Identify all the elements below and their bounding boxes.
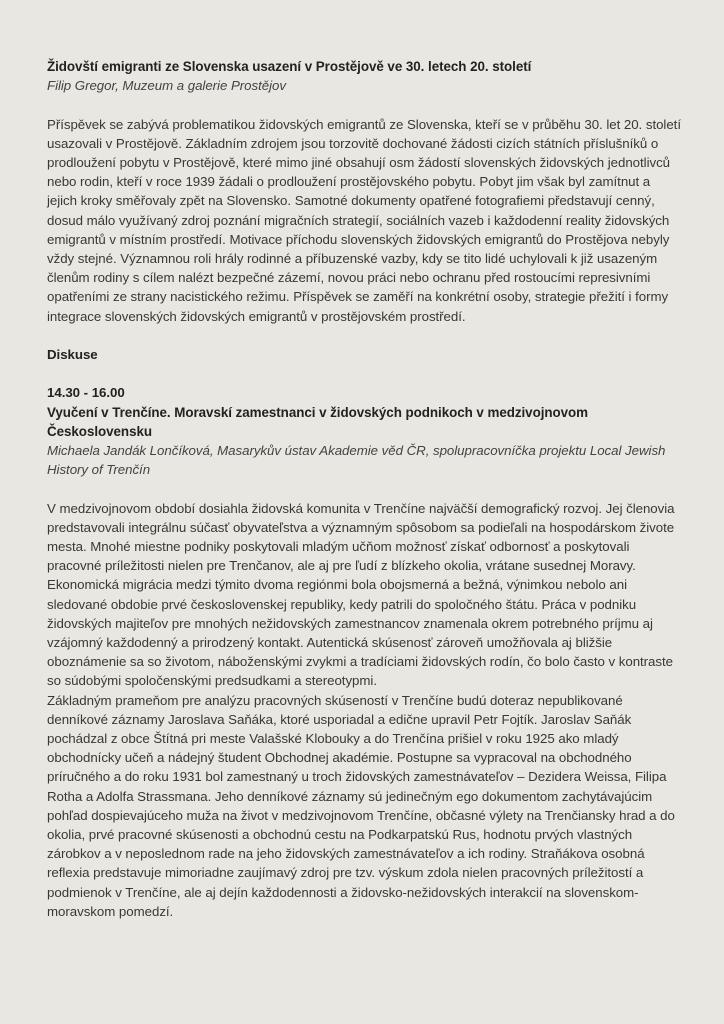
- page-content: [47, 57, 681, 921]
- session-2-title: Vyučení v Trenčíne. Moravskí zamestnanci v židovských podnikoch v medzivojnovom Československu: [47, 404, 589, 439]
- session-2-abstract: [47, 499, 681, 921]
- abstract-paragraph: V medzivojnovom období dosiahla židovská komunita v Trenčíne najväčší demografický rozvoj. Jej členovia predstavovali integrálnu súčasť obyvateľstva a významným spôsobom sa podieľali na hospodárskom živote mesta. Mnohé miestne podniky poskytovali mladým učňom možnosť získať odbornosť a poskytovali pracovné príležitosti nielen pre Trenčanov, ale aj pre ľudí z blízkeho okolia, vrátane susednej Moravy. Ekonomická migrácia medzi týmito dvoma regiónmi bola obojsmerná a bežná, výnimkou nebolo ani sledované obdobie prvé československej republiky, kedy patrili do spoločného štátu. Práca v podniku židovských majiteľov pre mnohých nežidovských zamestnancov znamenala okrem potrebného príjmu aj vzájomný každodenný a prirodzený kontakt. Autentická skúsenosť zároveň umožňovala aj bližšie oboznámenie sa so životom, náboženskými zvykmi a tradíciami židovských rodín, čo bolo často v kontraste so súdobými spoločenskými predsudkami a stereotypmi.: [47, 500, 675, 689]
- discussion-label: Diskuse: [47, 347, 98, 363]
- session-2-author: Michaela Jandák Lončíková, Masarykův ústav Akademie věd ČR, spolupracovníčka projektu Local Jewish History of Trenčín: [47, 443, 666, 478]
- abstract-paragraph: Základným prameňom pre analýzu pracovných skúseností v Trenčíne budú doteraz nepublikované denníkové záznamy Jaroslava Saňáka, ktoré usporiadal a edične upravil Petr Fojtík. Jaroslav Saňák pochádzal z obce Štítná pri meste Valašské Klobouky a do Trenčína prišiel v roku 1925 ako mladý obchodnícky učeň a nádejný študent Obchodnej akadémie. Postupne sa vypracoval na obchodného príručného a do roku 1931 bol zamestnaný u troch židovských zamestnávateľov – Dezidera Weissa, Filipa Rotha a Adolfa Strassmana. Jeho denníkové záznamy sú jedinečným ego dokumentom zachytávajúcim pohľad dospievajúceho muža na život v medzivojnovom Trenčíne, občasné výlety na Trenčiansky hrad a do okolia, prvé pracovné skúsenosti a obchodnú cestu na Podkarpatskú Rus, hodnotu prvých vlastných zárobkov a v neposlednom rade na jeho židovských zamestnávateľov a ich rodiny. Straňákova osobná reflexia predstavuje mimoriadne zaujímavý zdroj pre tzv. výskum zdola nielen pracovných príležitostí a podmienok v Trenčíne, ale aj dejín každodennosti a židovsko-nežidovských interakcií na slovenskom-moravskom pomedzí.: [47, 692, 675, 919]
- session-2-time: 14.30 - 16.00: [47, 385, 125, 401]
- session-2: [47, 383, 681, 921]
- session-1-abstract: [47, 115, 681, 326]
- session-1: [47, 57, 681, 326]
- abstract-paragraph: Příspěvek se zabývá problematikou židovských emigrantů ze Slovenska, kteří se v průběhu 30. let 20. století usazovali v Prostějově. Základním zdrojem jsou torzovitě dochované žádosti cizích státních příslušníků o prodloužení pobytu v Prostějově, které mimo jiné obsahují osm žádostí slovenských židovských jednotlivců nebo rodin, kteří v roce 1939 žádali o prodloužení prostějovského pobytu. Pobyt jim však byl zamítnut a jejich kroky směřovaly zpět na Slovensko. Samotné dokumenty opatřené fotografiemi představují cenný, dosud málo využívaný zdroj poznání migračních strategií, sociálních vazeb i každodenní reality židovských emigrantů v místním prostředí. Motivace příchodu slovenských židovských emigrantů do Prostějova nebyly vždy stejné. Významnou roli hrály rodinné a příbuzenské vazby, kdy se tito lidé uchylovali k již usazeným členům rodiny s cílem nalézt bezpečné zázemí, novou práci nebo ochranu před rostoucími represivními opatřeními ze strany nacistického režimu. Příspěvek se zaměří na konkrétní osoby, strategie přežití i formy integrace slovenských židovských emigrantů v prostějovském prostředí.: [47, 116, 681, 324]
- session-1-author: Filip Gregor, Muzeum a galerie Prostějov: [47, 78, 286, 94]
- session-1-title: Židovští emigranti ze Slovenska usazení v Prostějově ve 30. letech 20. století: [47, 59, 532, 74]
